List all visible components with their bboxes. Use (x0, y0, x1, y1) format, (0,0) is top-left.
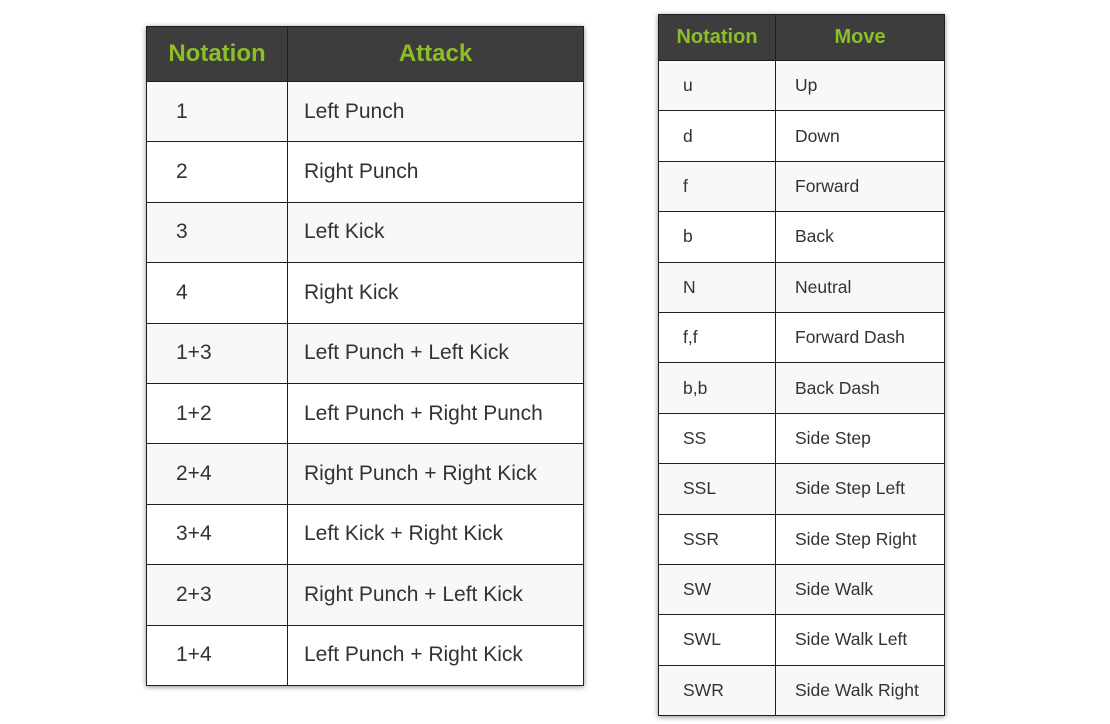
notation-cell: 2 (147, 142, 288, 202)
attack-table-body (147, 82, 584, 686)
description-cell: Left Kick + Right Kick (288, 504, 584, 564)
table-row (659, 111, 945, 161)
description-cell: Side Walk (776, 564, 945, 614)
table-header-row (147, 27, 584, 82)
table-row (659, 615, 945, 665)
table-row (659, 514, 945, 564)
table-row (659, 464, 945, 514)
notation-cell: 2+4 (147, 444, 288, 504)
description-cell: Left Kick (288, 202, 584, 262)
description-cell: Right Punch (288, 142, 584, 202)
notation-cell: b,b (659, 363, 776, 413)
table-row (147, 202, 584, 262)
description-cell: Right Kick (288, 263, 584, 323)
description-cell: Left Punch + Right Punch (288, 383, 584, 443)
notation-cell: SSR (659, 514, 776, 564)
notation-cell: f (659, 161, 776, 211)
notation-cell: 1+4 (147, 625, 288, 685)
table-header-row (659, 15, 945, 61)
attack-notation-table (146, 26, 584, 686)
description-cell: Forward (776, 161, 945, 211)
table-row (659, 363, 945, 413)
table-row (147, 444, 584, 504)
notation-column-header: Notation (147, 27, 288, 82)
description-cell: Right Punch + Left Kick (288, 565, 584, 625)
attack-column-header: Attack (288, 27, 584, 82)
description-cell: Left Punch + Right Kick (288, 625, 584, 685)
notation-cell: SWL (659, 615, 776, 665)
table-row (659, 413, 945, 463)
description-cell: Down (776, 111, 945, 161)
table-row (147, 263, 584, 323)
description-cell: Neutral (776, 262, 945, 312)
description-cell: Back (776, 212, 945, 262)
notation-cell: SS (659, 413, 776, 463)
notation-cell: 1+2 (147, 383, 288, 443)
notation-cell: d (659, 111, 776, 161)
table-row (147, 565, 584, 625)
table-row (659, 312, 945, 362)
move-table-body (659, 61, 945, 716)
table-row (147, 142, 584, 202)
notation-cell: SWR (659, 665, 776, 715)
notation-cell: 1 (147, 82, 288, 142)
table-row (659, 665, 945, 715)
notation-cell: N (659, 262, 776, 312)
notation-cell: 3 (147, 202, 288, 262)
description-cell: Left Punch (288, 82, 584, 142)
table-row (147, 82, 584, 142)
description-cell: Back Dash (776, 363, 945, 413)
notation-column-header: Notation (659, 15, 776, 61)
notation-cell: 1+3 (147, 323, 288, 383)
table-row (147, 504, 584, 564)
description-cell: Side Step Left (776, 464, 945, 514)
notation-cell: 3+4 (147, 504, 288, 564)
description-cell: Left Punch + Left Kick (288, 323, 584, 383)
notation-cell: SW (659, 564, 776, 614)
description-cell: Forward Dash (776, 312, 945, 362)
table-row (147, 323, 584, 383)
table-row (659, 262, 945, 312)
notation-cell: b (659, 212, 776, 262)
table-row (147, 383, 584, 443)
notation-cell: f,f (659, 312, 776, 362)
table-row (147, 625, 584, 685)
table-row (659, 564, 945, 614)
move-notation-table (658, 14, 945, 716)
description-cell: Up (776, 61, 945, 111)
notation-cell: u (659, 61, 776, 111)
description-cell: Side Step Right (776, 514, 945, 564)
description-cell: Side Step (776, 413, 945, 463)
table-row (659, 61, 945, 111)
description-cell: Right Punch + Right Kick (288, 444, 584, 504)
notation-cell: SSL (659, 464, 776, 514)
description-cell: Side Walk Right (776, 665, 945, 715)
description-cell: Side Walk Left (776, 615, 945, 665)
notation-cell: 2+3 (147, 565, 288, 625)
notation-cell: 4 (147, 263, 288, 323)
table-row (659, 161, 945, 211)
move-column-header: Move (776, 15, 945, 61)
table-row (659, 212, 945, 262)
